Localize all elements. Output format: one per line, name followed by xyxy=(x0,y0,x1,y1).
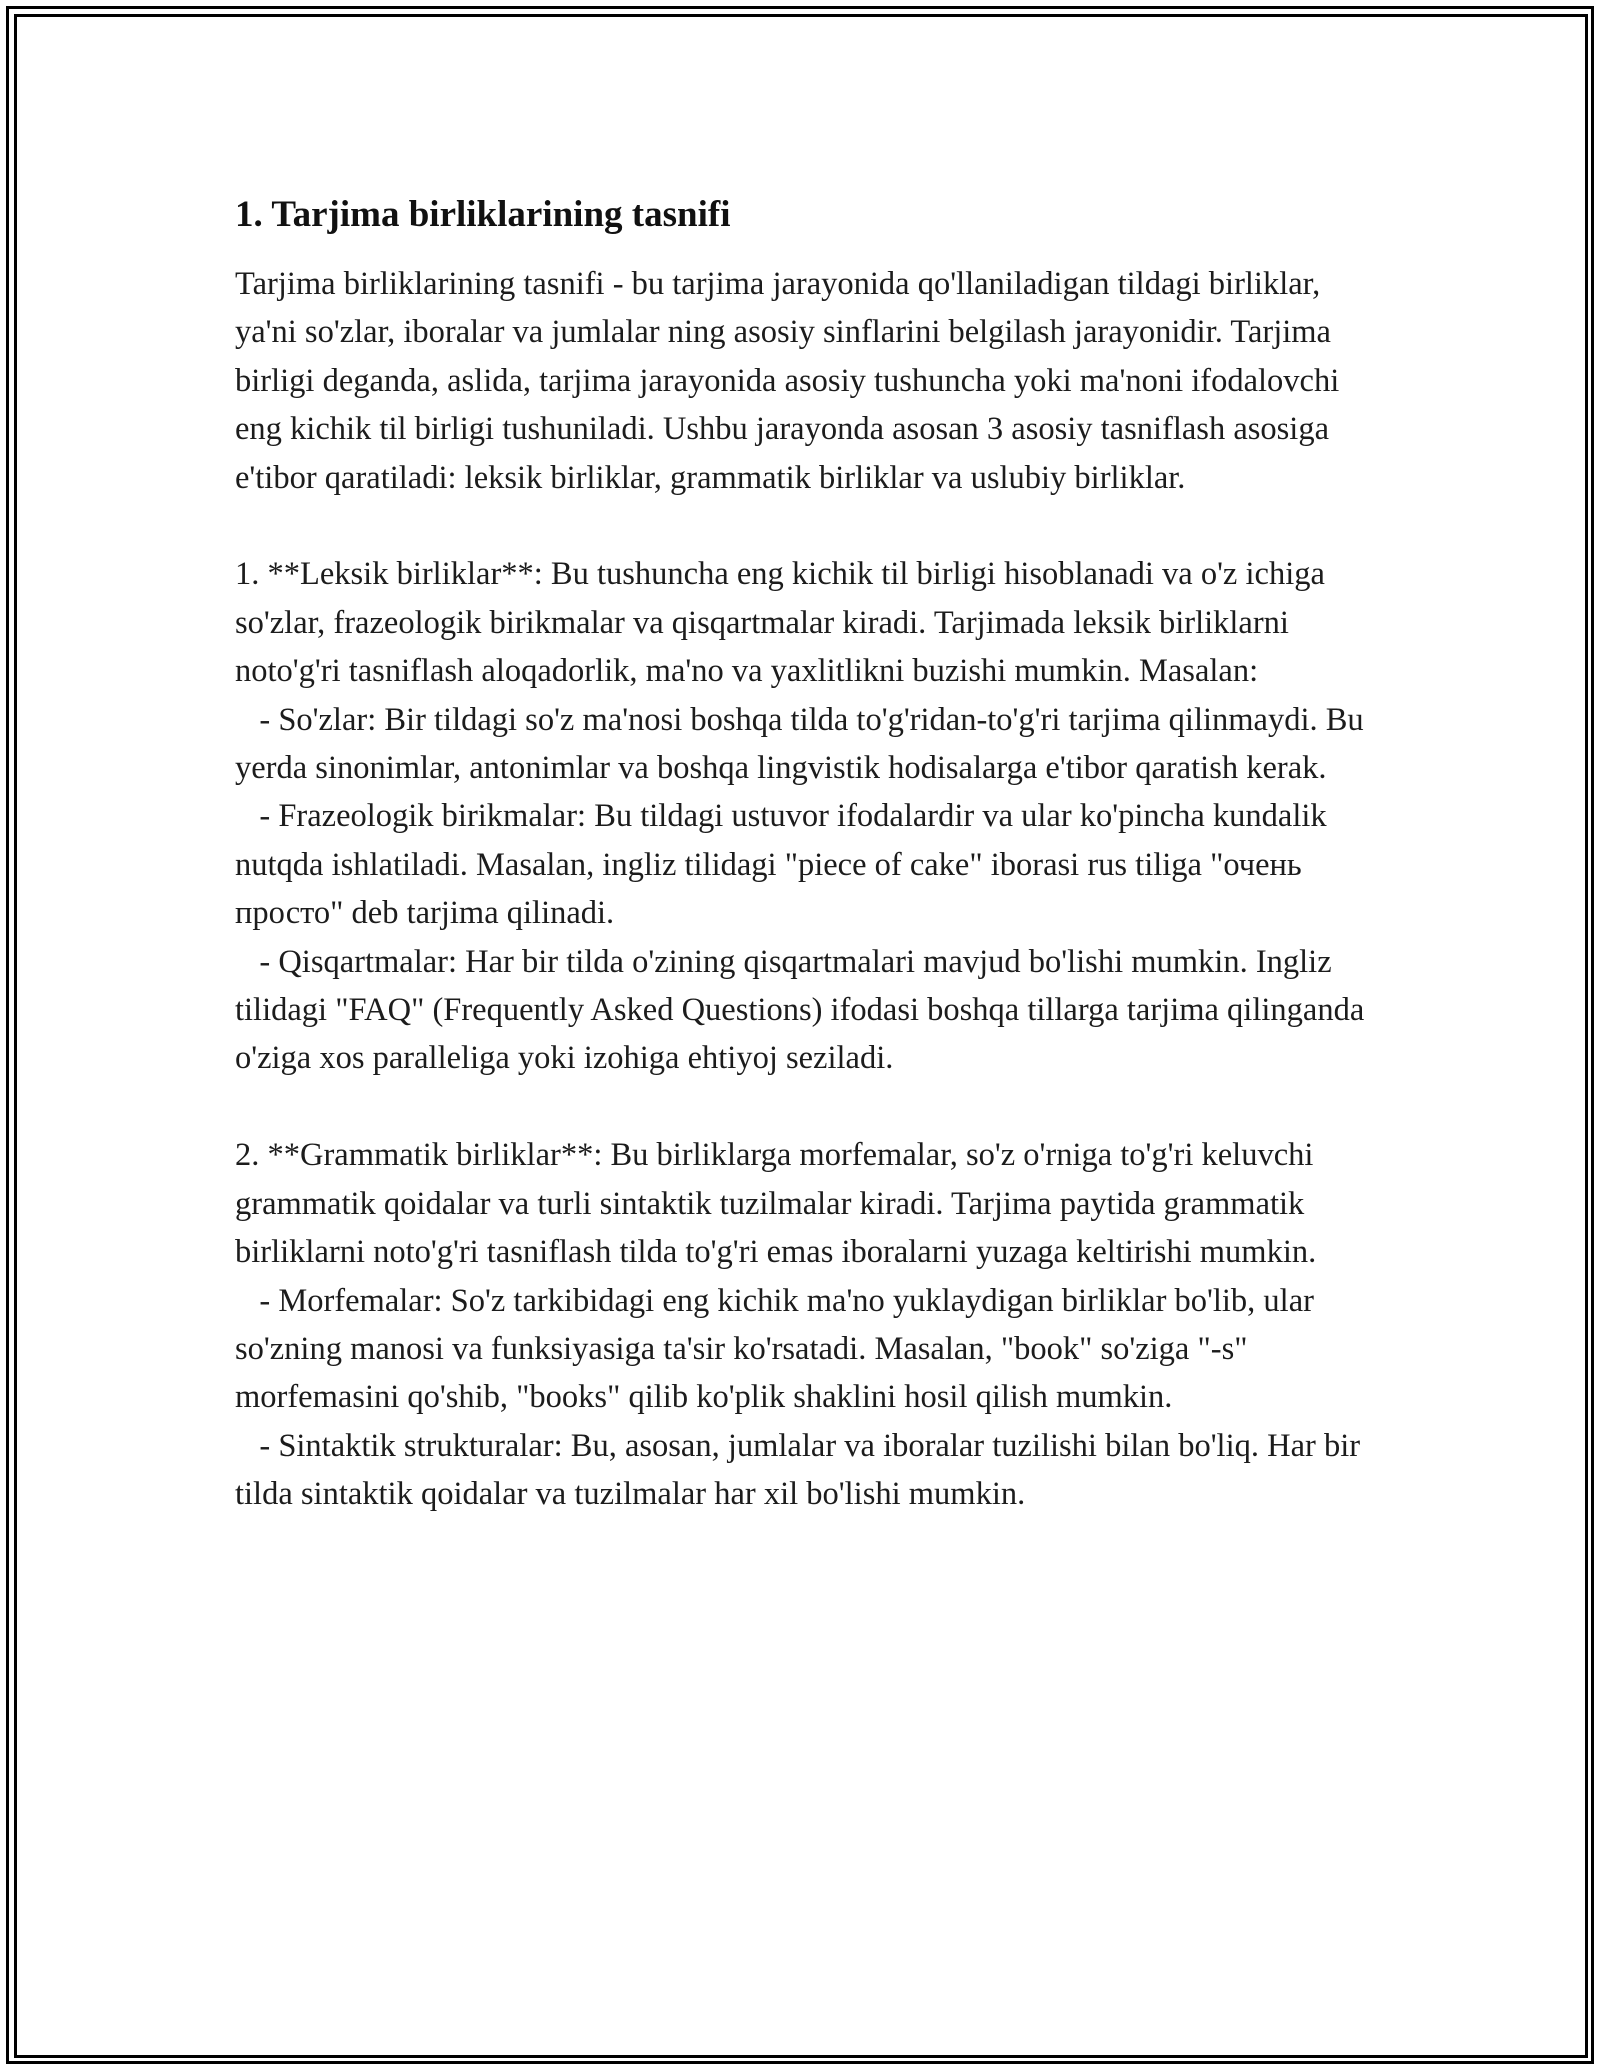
grammatical-item-syntax: - Sintaktik strukturalar: Bu, asosan, jumlalar va iboralar tuzilishi bilan bo'liq. Har bir tilda sintaktik qoidalar va tuzilmalar har xil bo'lishi mumkin. xyxy=(235,1427,1369,1513)
intro-paragraph: Tarjima birliklarining tasnifi - bu tarjima jarayonida qo'llaniladigan tildagi birliklar, ya'ni so'zlar, iboralar va jumlalar ning asosiy sinflarini belgilash jarayonidir. Tarjima birligi deganda, aslida, tarjima jarayonida asosiy tushuncha yoki ma'noni ifodalovchi eng kichik til birligi tushuniladi. Ushbu jarayonda asosan 3 asosiy tasniflash asosiga e'tibor qaratiladi: leksik birliklar, grammatik birliklar va uslubiy birliklar. xyxy=(235,266,1348,496)
section-heading: 1. Tarjima birliklarining tasnifi xyxy=(235,194,731,235)
grammatical-units-intro: 2. **Grammatik birliklar**: Bu birliklarga morfemalar, so'z o'rniga to'g'ri keluvchi grammatik qoidalar va turli sintaktik tuzilmalar kiradi. Tarjima paytida grammatik birliklarni noto'g'ri tasniflash tilda to'g'ri emas iboralarni yuzaga keltirishi mumkin. xyxy=(235,1137,1322,1271)
document-body xyxy=(235,186,1380,1519)
grammatical-item-morphemes: - Morfemalar: So'z tarkibidagi eng kichik ma'no yuklaydigan birliklar bo'lib, ular so'zning manosi va funksiyasiga ta'sir ko'rsatadi. Masalan, "book" so'ziga "-s" morfemasini qo'shib, "books" qilib ko'plik shaklini hosil qilish mumkin. xyxy=(235,1282,1323,1416)
paragraph-spacer xyxy=(235,502,1380,550)
lexical-units-intro: 1. **Leksik birliklar**: Bu tushuncha eng kichik til birligi hisoblanadi va o'z ichiga so'zlar, frazeologik birikmalar va qisqartmalar kiradi. Tarjimada leksik birliklarni noto'g'ri tasniflash aloqadorlik, ma'no va yaxlitlikni buzishi mumkin. Masalan: xyxy=(235,556,1334,690)
lexical-item-phraseology: - Frazeologik birikmalar: Bu tildagi ustuvor ifodalardir va ular ko'pincha kundalik nutqda ishlatiladi. Masalan, ingliz tilidagi "piece of cake" iborasi rus tiliga "очень просто" deb tarjima qilinadi. xyxy=(235,798,1335,932)
lexical-item-abbreviations: - Qisqartmalar: Har bir tilda o'zining qisqartmalari mavjud bo'lishi mumkin. Ingliz tilidagi "FAQ" (Frequently Asked Questions) ifodasi boshqa tillarga tarjima qilinganda o'ziga xos paralleliga yoki izohiga ehtiyoj seziladi. xyxy=(235,943,1373,1077)
lexical-item-words: - So'zlar: Bir tildagi so'z ma'nosi boshqa tilda to'g'ridan-to'g'ri tarjima qilinmaydi. Bu yerda sinonimlar, antonimlar va boshqa lingvistik hodisalarga e'tibor qaratish kerak. xyxy=(235,701,1372,787)
paragraph-spacer xyxy=(235,1083,1380,1131)
